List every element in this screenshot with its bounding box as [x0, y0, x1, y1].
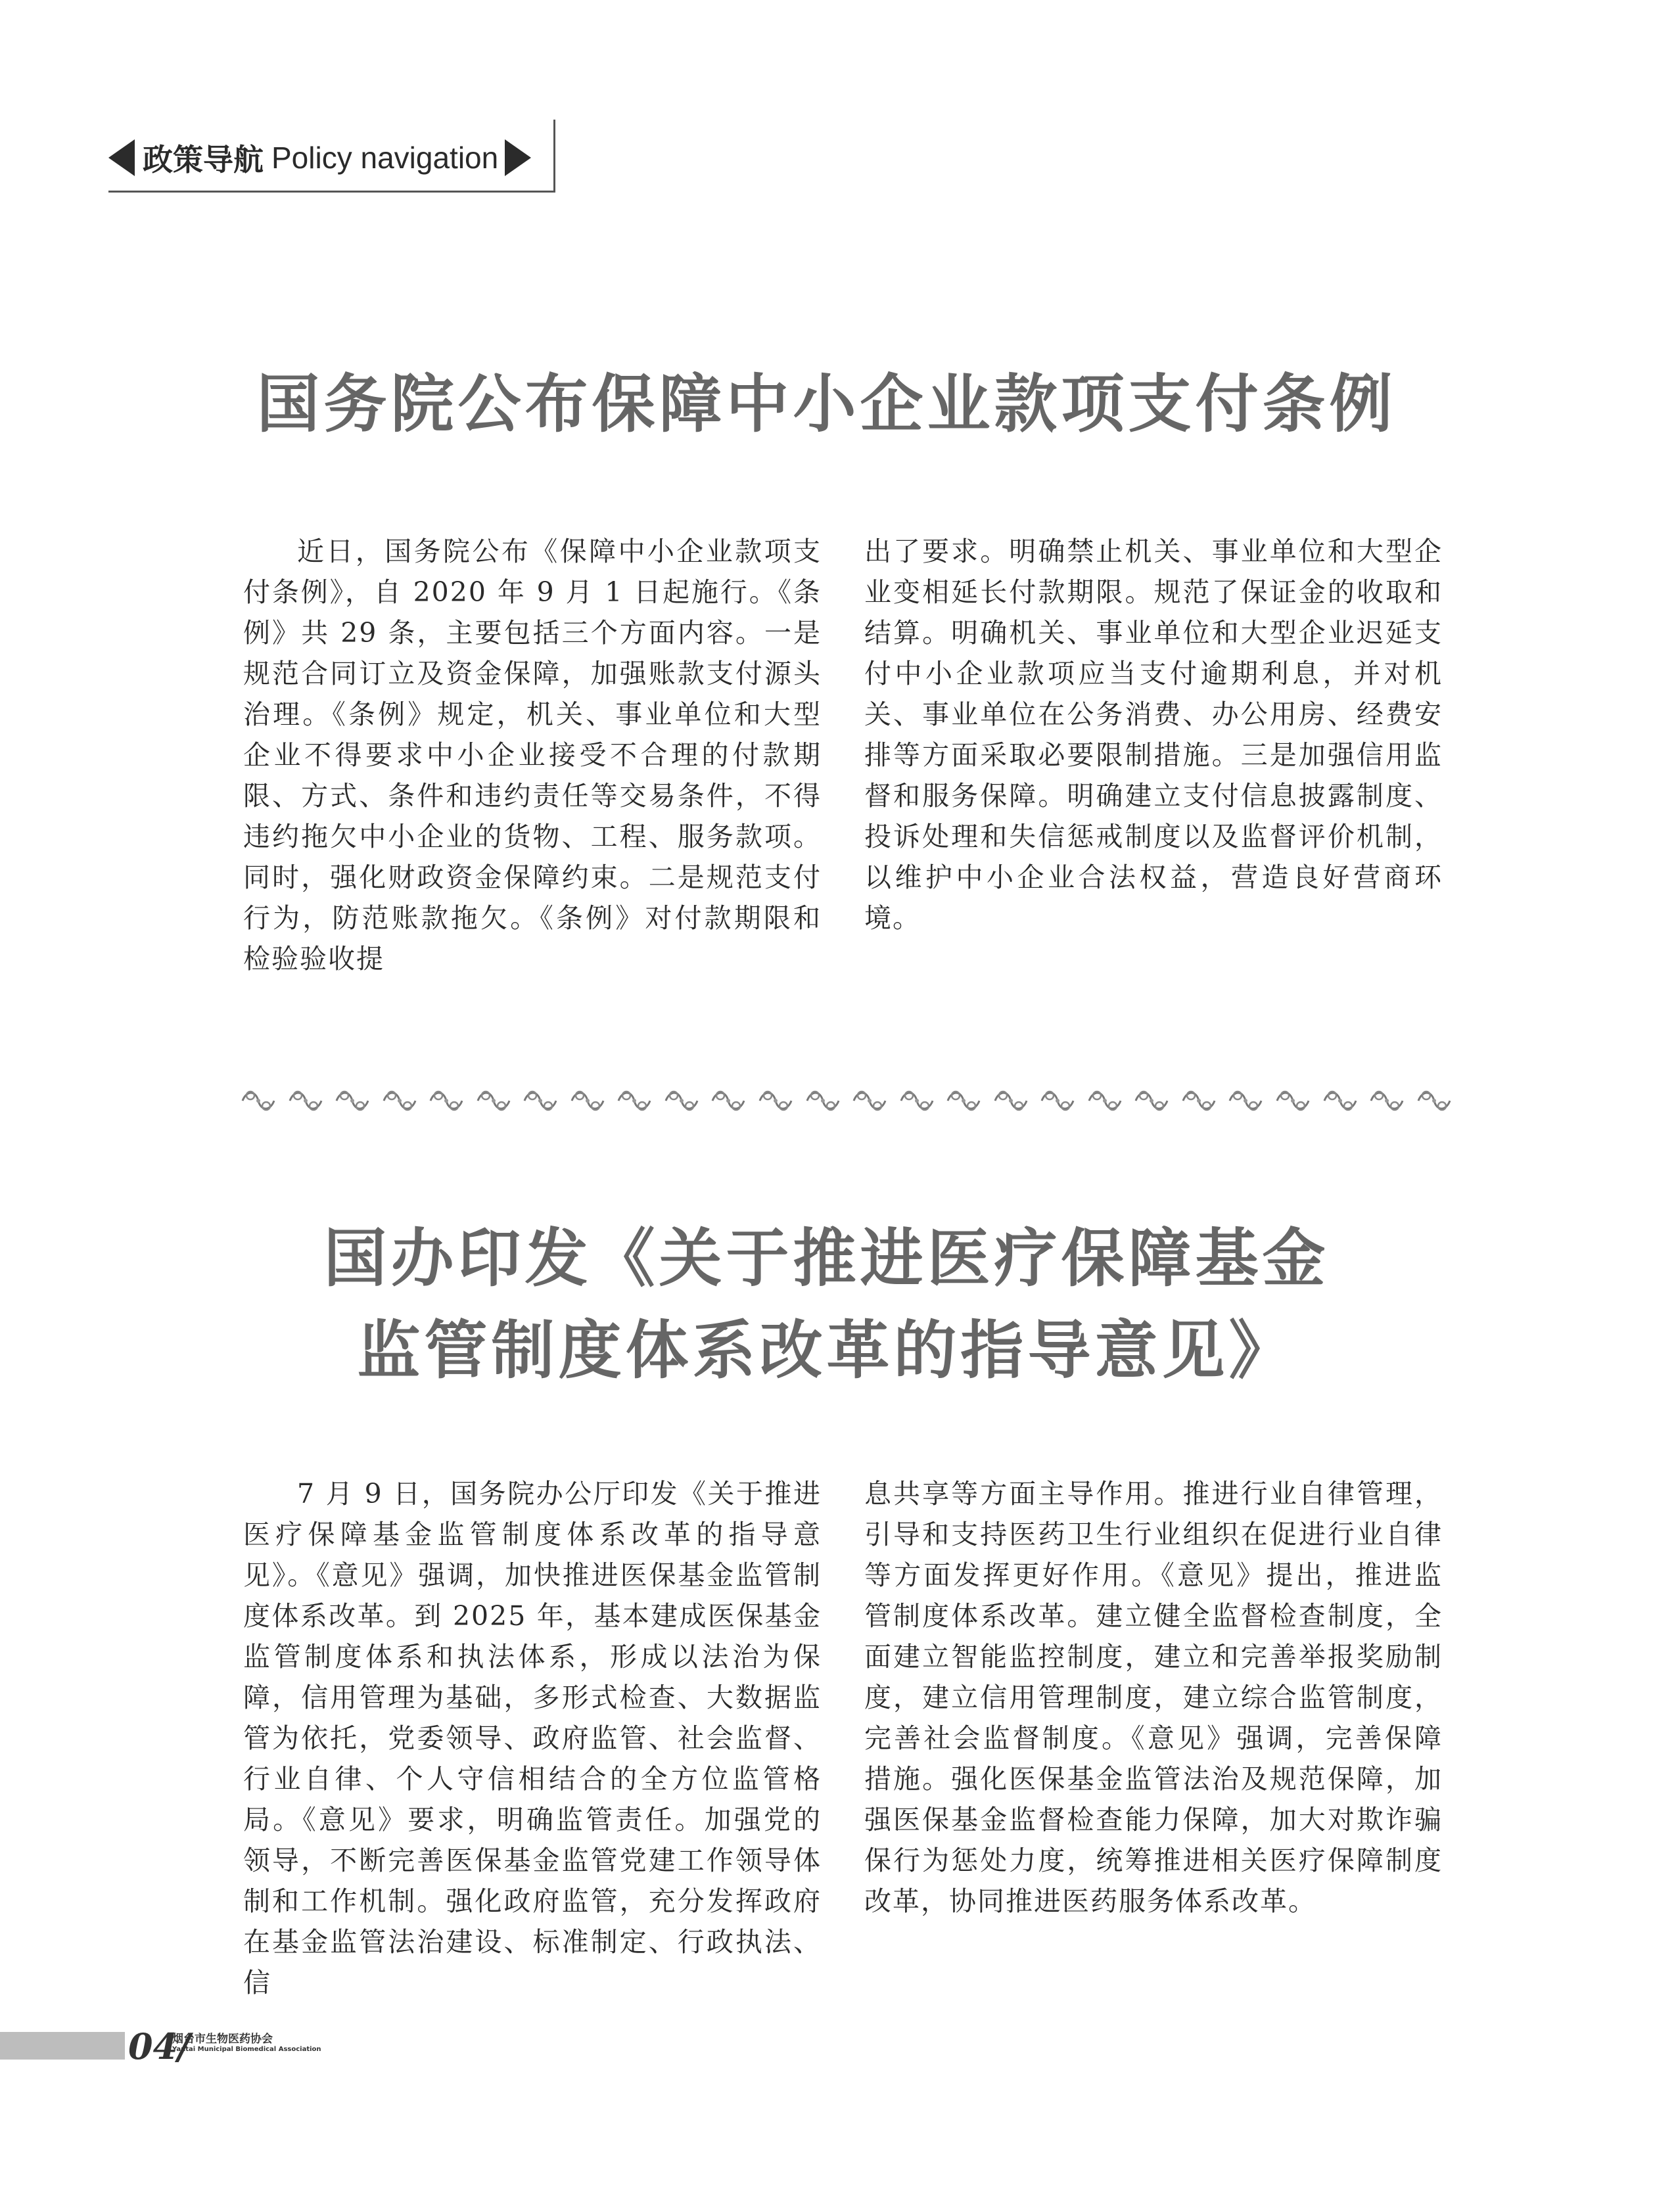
scroll-ornament-icon — [1039, 1086, 1076, 1115]
article1-column-right — [864, 531, 1443, 938]
scroll-ornament-icon — [287, 1086, 324, 1115]
scroll-ornament-icon — [1133, 1086, 1170, 1115]
scroll-ornament-icon — [945, 1086, 982, 1115]
scroll-ornament-icon — [428, 1086, 465, 1115]
article2-column-right — [864, 1473, 1443, 1922]
article2-title-line1: 国办印发《关于推进医疗保障基金 — [323, 1222, 1330, 1295]
article1-title: 国务院公布保障中小企业款项支付条例 — [256, 367, 1397, 441]
scroll-ornament-icon — [1322, 1086, 1359, 1115]
scroll-ornament-icon — [804, 1086, 841, 1115]
header-vertical-rule — [553, 120, 555, 192]
association-name-cn: 烟台市生物医药协会 — [172, 2033, 273, 2046]
scroll-ornament-icon — [1368, 1086, 1405, 1115]
section-header — [108, 125, 555, 191]
article2-left-text: 7 月 9 日，国务院办公厅印发《关于推进医疗保障基金监管制度体系改革的指导意见》。《意见》强调，加快推进医保基金监管制度体系改革。到 2025 年，基本建成医保基金监管制度体系和执法体系，形成以法治为保障，信用管理为基础，多形式检查、大数据监管为依托，党委领导、政府监管、社会监督、行业自律、个人守信相结合的全方位监管格局。《意见》要求，明确监管责任。加强党的领导，不断完善医保基金监管党建工作领导体制和工作机制。强化政府监管，充分发挥政府在基金监管法治建设、标准制定、行政执法、信 — [243, 1478, 822, 1998]
scroll-ornament-icon — [475, 1086, 512, 1115]
scroll-ornament-icon — [851, 1086, 888, 1115]
article1-column-left — [243, 531, 822, 979]
association-logo — [172, 2029, 321, 2053]
scroll-ornament-icon — [710, 1086, 747, 1115]
scroll-ornament-icon — [757, 1086, 794, 1115]
footer-bar — [0, 2032, 125, 2060]
header-underline — [108, 191, 555, 193]
scroll-ornament-icon — [663, 1086, 700, 1115]
article1-right-text: 出了要求。明确禁止机关、事业单位和大型企业变相延长付款期限。规范了保证金的收取和结算。明确机关、事业单位和大型企业迟延支付中小企业款项应当支付逾期利息，并对机关、事业单位在公务消费、办公用房、经费安排等方面采取必要限制措施。三是加强信用监督和服务保障。明确建立支付信息披露制度、投诉处理和失信惩戒制度以及监督评价机制，以维护中小企业合法权益，营造良好营商环境。 — [864, 536, 1443, 934]
section-title-en: Policy navigation — [271, 141, 499, 175]
article2-title-line2: 监管制度体系改革的指导意见》 — [357, 1314, 1296, 1387]
scroll-ornament-icon — [1086, 1086, 1123, 1115]
scroll-ornament-icon — [1180, 1086, 1217, 1115]
article1-left-text: 近日，国务院公布《保障中小企业款项支付条例》，自 2020 年 9 月 1 日起施行。《条例》共 29 条，主要包括三个方面内容。一是规范合同订立及资金保障，加强账款支付源头治理。《条例》规定，机关、事业单位和大型企业不得要求中小企业接受不合理的付款期限、方式、条件和违约责任等交易条件，不得违约拖欠中小企业的货物、工程、服务款项。同时，强化财政资金保障约束。二是规范支付行为，防范账款拖欠。《条例》对付款期限和检验验收提 — [243, 536, 822, 975]
scroll-ornament-icon — [898, 1086, 935, 1115]
article2-column-left — [243, 1473, 822, 2003]
scroll-ornament-icon — [381, 1086, 418, 1115]
scroll-ornament-icon — [334, 1086, 371, 1115]
scroll-ornament-icon — [522, 1086, 559, 1115]
scroll-ornament-icon — [240, 1086, 277, 1115]
triangle-right-icon — [505, 139, 531, 176]
scroll-ornament-icon — [992, 1086, 1029, 1115]
scroll-ornament-icon — [616, 1086, 653, 1115]
page-number: 04/ — [128, 2025, 191, 2067]
association-name-en: Yantai Municipal Biomedical Association — [172, 2046, 321, 2053]
triangle-left-icon — [108, 139, 135, 176]
scroll-ornament-icon — [1274, 1086, 1311, 1115]
scroll-ornament-icon — [1416, 1086, 1453, 1115]
article2-right-text: 息共享等方面主导作用。推进行业自律管理，引导和支持医药卫生行业组织在促进行业自律等方面发挥更好作用。《意见》提出，推进监管制度体系改革。建立健全监督检查制度，全面建立智能监控制度，建立和完善举报奖励制度，建立信用管理制度，建立综合监管制度，完善社会监督制度。《意见》强调，完善保障措施。强化医保基金监管法治及规范保障，加强医保基金监督检查能力保障，加大对欺诈骗保行为惩处力度，统筹推进相关医疗保障制度改革，协同推进医药服务体系改革。 — [864, 1478, 1443, 1917]
ornamental-divider — [240, 1081, 1453, 1120]
section-title-cn: 政策导航 — [143, 142, 264, 177]
scroll-ornament-icon — [569, 1086, 606, 1115]
scroll-ornament-icon — [1227, 1086, 1264, 1115]
